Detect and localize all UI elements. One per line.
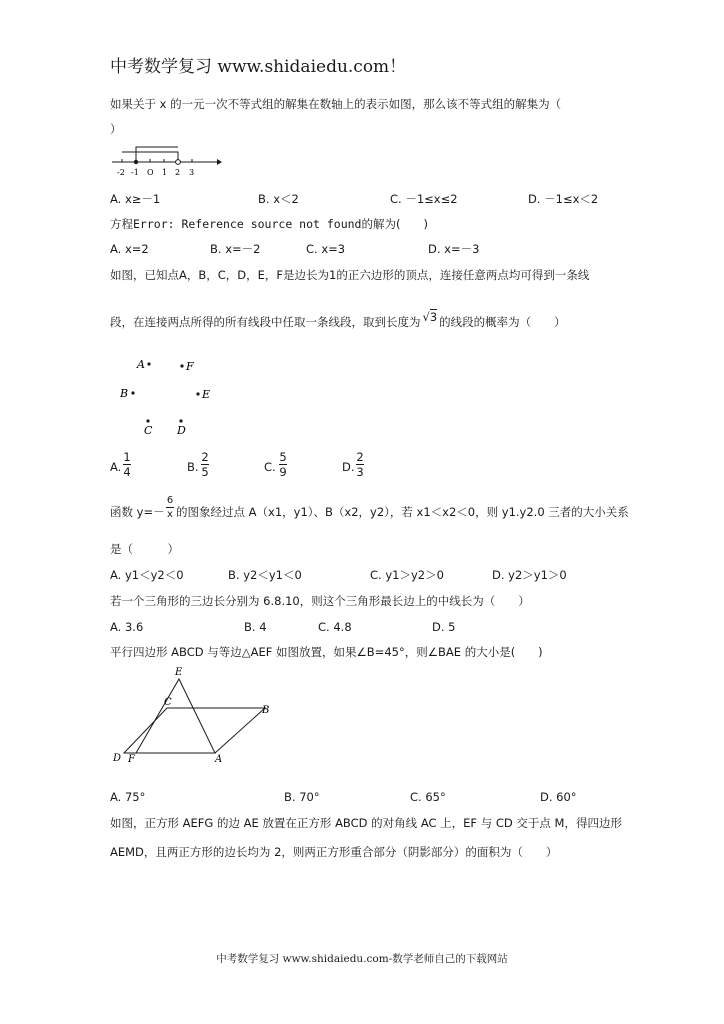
open-point-two bbox=[176, 160, 181, 165]
q5-option-d: D. 5 bbox=[432, 620, 456, 634]
q6-option-d: D. 60° bbox=[540, 790, 577, 804]
q3-option-label: A. bbox=[110, 460, 122, 474]
q2-error-text: Error: Reference source not found bbox=[133, 217, 362, 231]
sqrt-sign: √ bbox=[422, 310, 430, 324]
parallelogram-abcd bbox=[124, 708, 265, 753]
q6-option-a: A. 75° bbox=[110, 790, 146, 804]
point-e bbox=[196, 392, 199, 395]
q1-line1: 如果关于 x 的一元一次不等式组的解集在数轴上的表示如图，那么该不等式组的解集为（ bbox=[110, 97, 562, 111]
vertex-label-b: B bbox=[262, 705, 270, 716]
solution-ray-left-endpoint bbox=[136, 147, 178, 162]
fraction-denominator: 4 bbox=[123, 465, 131, 479]
q2-prefix: 方程 bbox=[110, 217, 133, 231]
hexagon-points-figure bbox=[112, 352, 222, 438]
q1-option-d: D. －1≤x＜2 bbox=[528, 192, 599, 206]
point-label-a: A bbox=[137, 358, 145, 371]
q2-option-c: C. x=3 bbox=[306, 242, 346, 256]
vertex-label-d: D bbox=[113, 753, 122, 764]
point-label-e: E bbox=[202, 388, 211, 401]
vertex-label-e: E bbox=[175, 667, 183, 678]
vertex-label-f: F bbox=[128, 754, 135, 765]
q4-option-d: D. y2＞y1＞0 bbox=[492, 568, 567, 582]
q6-option-c: C. 65° bbox=[410, 790, 446, 804]
q4-line2: 是（ ） bbox=[110, 542, 179, 556]
axis-label: 3 bbox=[189, 168, 195, 177]
fraction-denominator: x bbox=[167, 509, 173, 520]
parallelogram-triangle-figure bbox=[110, 665, 285, 765]
point-f bbox=[180, 364, 183, 367]
q6-option-b: B. 70° bbox=[284, 790, 320, 804]
axis-label: O bbox=[147, 168, 154, 177]
number-line-figure bbox=[112, 142, 222, 182]
q3-option-label: C. bbox=[264, 460, 276, 474]
point-label-d: D bbox=[177, 424, 186, 437]
fraction bbox=[201, 451, 209, 478]
vertex-label-c: C bbox=[164, 697, 172, 708]
q1-option-b: B. x＜2 bbox=[258, 192, 299, 206]
axis-label: 1 bbox=[162, 168, 168, 177]
q5-stem: 若一个三角形的三边长分别为 6.8.10，则这个三角形最长边上的中线长为（ ） bbox=[110, 594, 530, 608]
q5-option-a: A. 3.6 bbox=[110, 620, 144, 634]
fraction-numerator: 2 bbox=[356, 450, 364, 464]
q7-line1: 如图，正方形 AEFG 的边 AE 放置在正方形 ABCD 的对角线 AC 上，EF 与 CD 交于点 M，得四边形 bbox=[110, 816, 622, 830]
q2-option-a: A. x=2 bbox=[110, 242, 149, 256]
point-label-f: F bbox=[186, 360, 194, 373]
q4-option-c: C. y1＞y2＞0 bbox=[370, 568, 444, 582]
vertex-label-a: A bbox=[215, 754, 223, 765]
q3-line2 bbox=[110, 310, 566, 329]
fraction-numerator: 5 bbox=[279, 450, 287, 464]
fraction-denominator: 9 bbox=[279, 465, 287, 479]
q4-stem-post: 的图象经过点 A（x1，y1）、B（x2，y2），若 x1＜x2＜0，则 y1.y2.0 三者的大小关系 bbox=[176, 505, 629, 519]
q3-option-label: B. bbox=[187, 460, 199, 474]
point-d bbox=[179, 419, 182, 422]
axis-label: -2 bbox=[117, 168, 125, 177]
fraction bbox=[356, 451, 364, 478]
q3-line1: 如图，已知点A，B，C，D，E，F是边长为1的正六边形的顶点，连接任意两点均可得到一条线 bbox=[110, 268, 590, 282]
q3-line2-pre: 段，在连接两点所得的所有线段中任取一条线段，取到长度为 bbox=[110, 315, 421, 329]
q1-option-c: C. －1≤x≤2 bbox=[390, 192, 458, 206]
point-label-b: B bbox=[120, 387, 129, 400]
q6-stem: 平行四边形 ABCD 与等边△AEF 如图放置，如果∠B=45°，则∠BAE 的大小是( ) bbox=[110, 645, 543, 659]
axis-arrow bbox=[217, 159, 222, 165]
q4-option-b: B. y2＜y1＜0 bbox=[228, 568, 302, 582]
q3-line2-post: 的线段的概率为（ ） bbox=[439, 315, 566, 329]
page-footer: 中考数学复习 www.shidaiedu.com-数学老师自己的下载网站 bbox=[216, 953, 508, 965]
q2-option-d: D. x=－3 bbox=[428, 242, 480, 256]
q2-option-b: B. x=－2 bbox=[210, 242, 261, 256]
point-b bbox=[131, 391, 134, 394]
sqrt-expression bbox=[421, 310, 440, 324]
sqrt-value: 3 bbox=[429, 310, 438, 324]
solid-point-minus-one bbox=[134, 160, 138, 164]
fraction-numerator: 2 bbox=[201, 450, 209, 464]
fraction bbox=[279, 451, 287, 478]
q5-option-b: B. 4 bbox=[244, 620, 267, 634]
q1-line2: ） bbox=[110, 122, 122, 136]
fraction-numerator: 1 bbox=[123, 450, 131, 464]
q3-option-label: D. bbox=[342, 460, 355, 474]
triangle-aef bbox=[136, 679, 215, 753]
point-a bbox=[147, 362, 150, 365]
q4-stem-pre: 函数 y=－ bbox=[110, 505, 165, 519]
q5-option-c: C. 4.8 bbox=[318, 620, 352, 634]
point-c bbox=[146, 419, 149, 422]
axis-label: 2 bbox=[175, 168, 181, 177]
fraction-denominator: 3 bbox=[356, 465, 364, 479]
axis-label: -1 bbox=[131, 168, 139, 177]
fraction bbox=[123, 451, 131, 478]
q1-option-a: A. x≥－1 bbox=[110, 192, 161, 206]
page-header: 中考数学复习 www.shidaiedu.com！ bbox=[110, 57, 407, 77]
fraction-denominator: 5 bbox=[201, 465, 209, 479]
point-label-c: C bbox=[144, 424, 153, 437]
q4-fraction bbox=[166, 495, 174, 520]
q4-option-a: A. y1＜y2＜0 bbox=[110, 568, 184, 582]
q2-suffix: 的解为( ) bbox=[361, 217, 428, 231]
fraction-bar bbox=[166, 507, 174, 508]
q2-stem bbox=[110, 217, 428, 231]
q7-line2: AEMD，且两正方形的边长均为 2，则两正方形重合部分（阴影部分）的面积为（ ） bbox=[110, 845, 558, 859]
fraction-numerator: 6 bbox=[166, 495, 174, 506]
